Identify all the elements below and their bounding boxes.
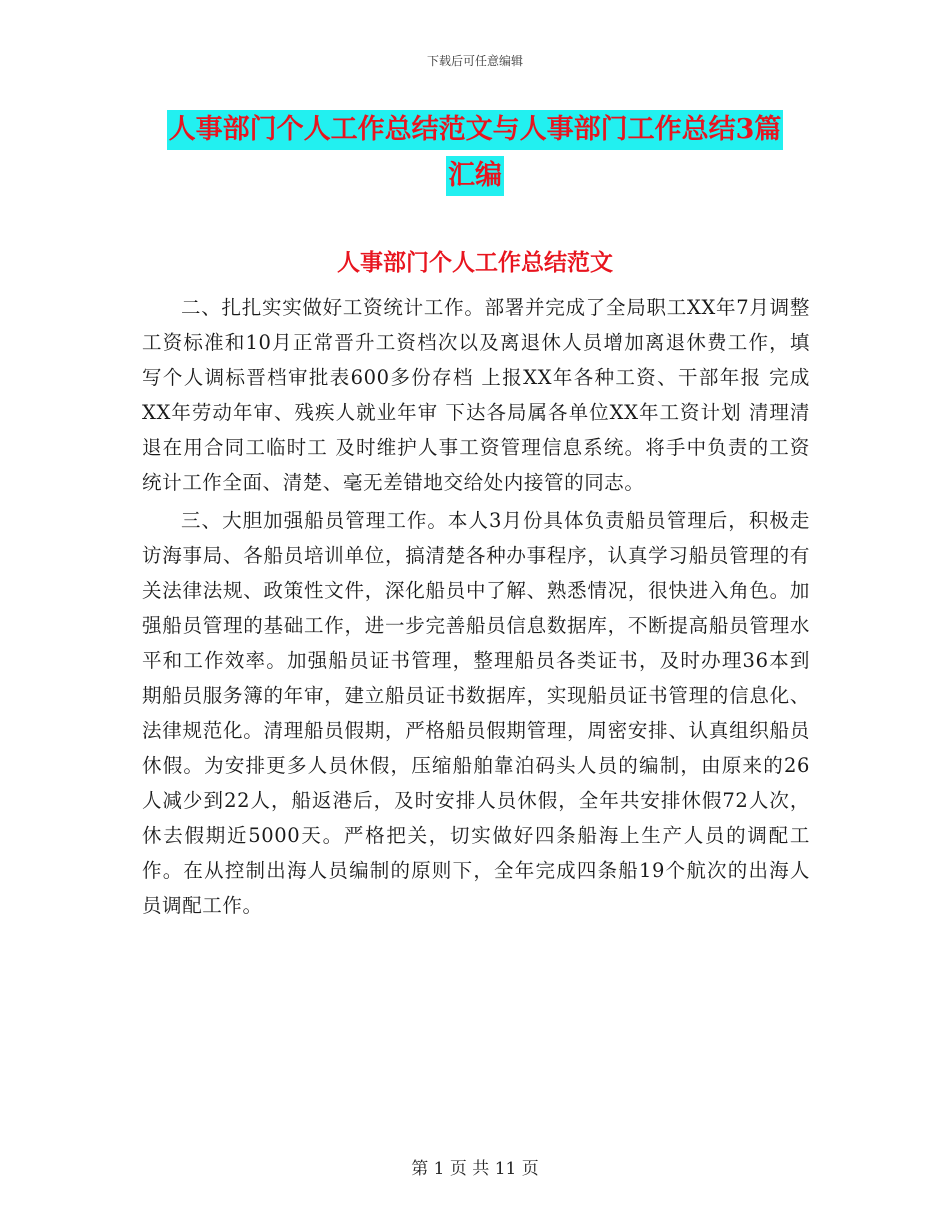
page-header-note: 下载后可任意编辑	[426, 54, 523, 68]
section-title: 人事部门个人工作总结范文	[337, 249, 613, 276]
document-title-line-2: 汇编	[446, 156, 504, 196]
document-title-line-1: 人事部门个人工作总结范文与人事部门工作总结3篇	[167, 110, 784, 150]
body-paragraph-2: 三、大胆加强船员管理工作。本人3月份具体负责船员管理后，积极走访海事局、各船员培训单位，搞清楚各种办事程序，认真学习船员管理的有关法律法规、政策性文件，深化船员中了解、熟悉情况，很快进入角色。加强船员管理的基础工作，进一步完善船员信息数据库，不断提高船员管理水平和工作效率。加强船员证书管理，整理船员各类证书，及时办理36本到期船员服务簿的年审，建立船员证书数据库，实现船员证书管理的信息化、法律规范化。清理船员假期，严格船员假期管理，周密安排、认真组织船员休假。为安排更多人员休假，压缩船舶靠泊码头人员的编制，由原来的26人减少到22人，船返港后，及时安排人员休假，全年共安排休假72人次，休去假期近5000天。严格把关，切实做好四条船海上生产人员的调配工作。在从控制出海人员编制的原则下，全年完成四条船19个航次的出海人员调配工作。	[142, 509, 810, 917]
page-footer: 第 1 页 共 11 页	[411, 1159, 539, 1179]
body-paragraph-1: 二、扎扎实实做好工资统计工作。部署并完成了全局职工XX年7月调整工资标准和10月正常晋升工资档次以及离退休人员增加离退休费工作，填写个人调标晋档审批表600多份存档 上报XX年各种工资、干部年报 完成XX年劳动年审、残疾人就业年审 下达各局属各单位XX年工资计划 清理清退在用合同工临时工 及时维护人事工资管理信息系统。将手中负责的工资统计工作全面、清楚、毫无差错地交给处内接管的同志。	[142, 296, 810, 494]
document-body	[142, 290, 810, 926]
document-title	[0, 110, 950, 196]
